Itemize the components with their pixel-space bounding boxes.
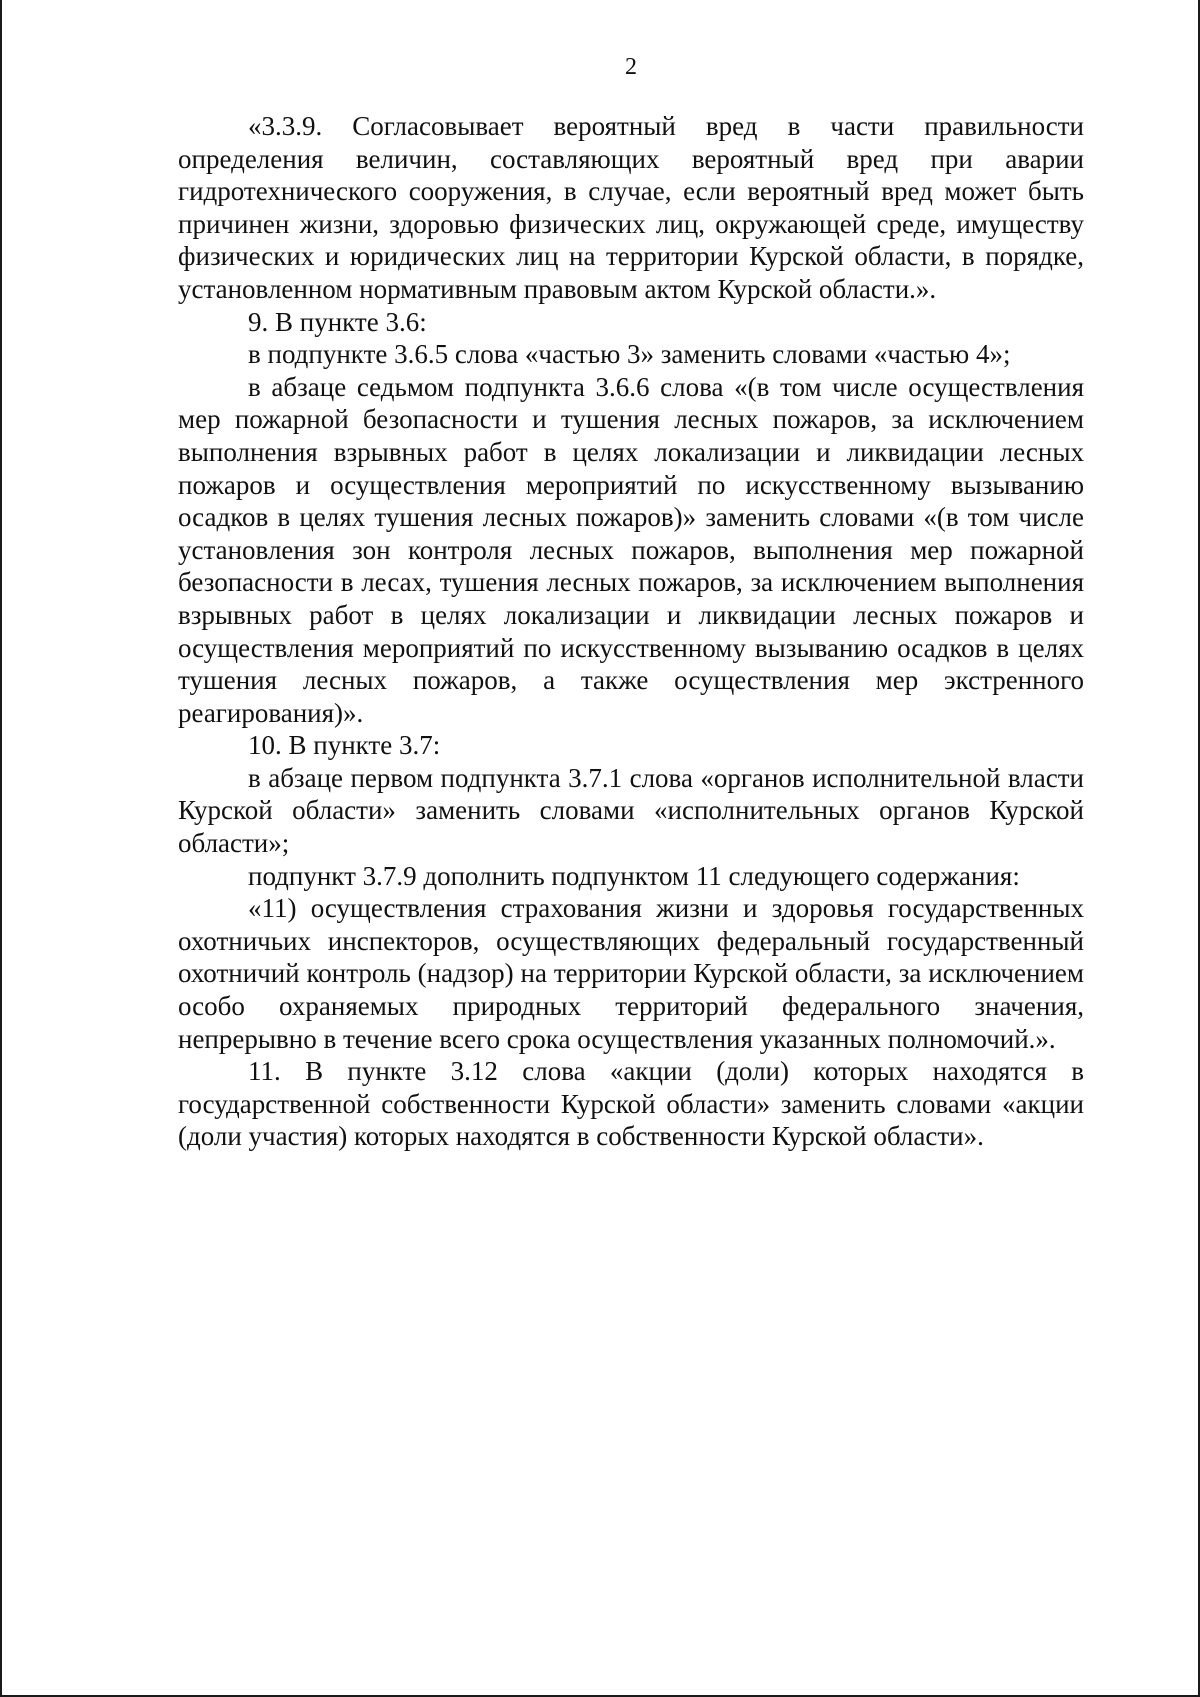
paragraph-item-9: 9. В пункте 3.6:	[248, 306, 427, 337]
paragraph-item-11: 11. В пункте 3.12 слова «акции (доли) которых находятся в государственной собственности Курской области» заменить словами «акции (доли участия) которых находятся в собственности Курской области».	[178, 1056, 1084, 1152]
document-body	[178, 110, 1084, 1153]
paragraph-subitem-11-text: «11) осуществления страхования жизни и здоровья государственных охотничьих инспекторов, осуществляющих федеральный государственный охотничий контроль (надзор) на территории Курской области, за исключением особо охраняемых природных территорий федерального значения, непрерывно в течение всего срока осуществления указанных полномочий.».	[178, 893, 1084, 1054]
paragraph-subitem-3-6-5: в подпункте 3.6.5 слова «частью 3» заменить словами «частью 4»;	[248, 339, 1011, 370]
page-number: 2	[625, 54, 637, 80]
paragraph-item-10: 10. В пункте 3.7:	[248, 730, 441, 761]
paragraph-3-3-9: «3.3.9. Согласовывает вероятный вред в части правильности определения величин, составляющих вероятный вред при аварии гидротехнического сооружения, в случае, если вероятный вред может быть причинен жизни, здоровью физических лиц, окружающей среде, имуществу физических и юридических лиц на территории Курской области, в порядке, установленном нормативным правовым актом Курской области.».	[178, 111, 1084, 304]
paragraph-subitem-3-7-1: в абзаце первом подпункта 3.7.1 слова «органов исполнительной власти Курской области» заменить словами «исполнительных органов Курской области»;	[178, 762, 1084, 859]
paragraph-subitem-3-6-6: в абзаце седьмом подпункта 3.6.6 слова «(в том числе осуществления мер пожарной безопасности и тушения лесных пожаров, за исключением выполнения взрывных работ в целях локализации и ликвидации лесных пожаров и осуществления мероприятий по искусственному вызыванию осадков в целях тушения лесных пожаров)» заменить словами «(в том числе установления зон контроля лесных пожаров, выполнения мер пожарной безопасности в лесах, тушения лесных пожаров, за исключением выполнения взрывных работ в целях локализации и ликвидации лесных пожаров и осуществления мероприятий по искусственному вызыванию осадков в целях тушения лесных пожаров, а также осуществления мер экстренного реагирования)».	[178, 371, 1084, 728]
paragraph-subitem-3-7-9: подпункт 3.7.9 дополнить подпунктом 11 следующего содержания:	[248, 860, 1020, 891]
scan-edge-left	[0, 0, 2, 1697]
